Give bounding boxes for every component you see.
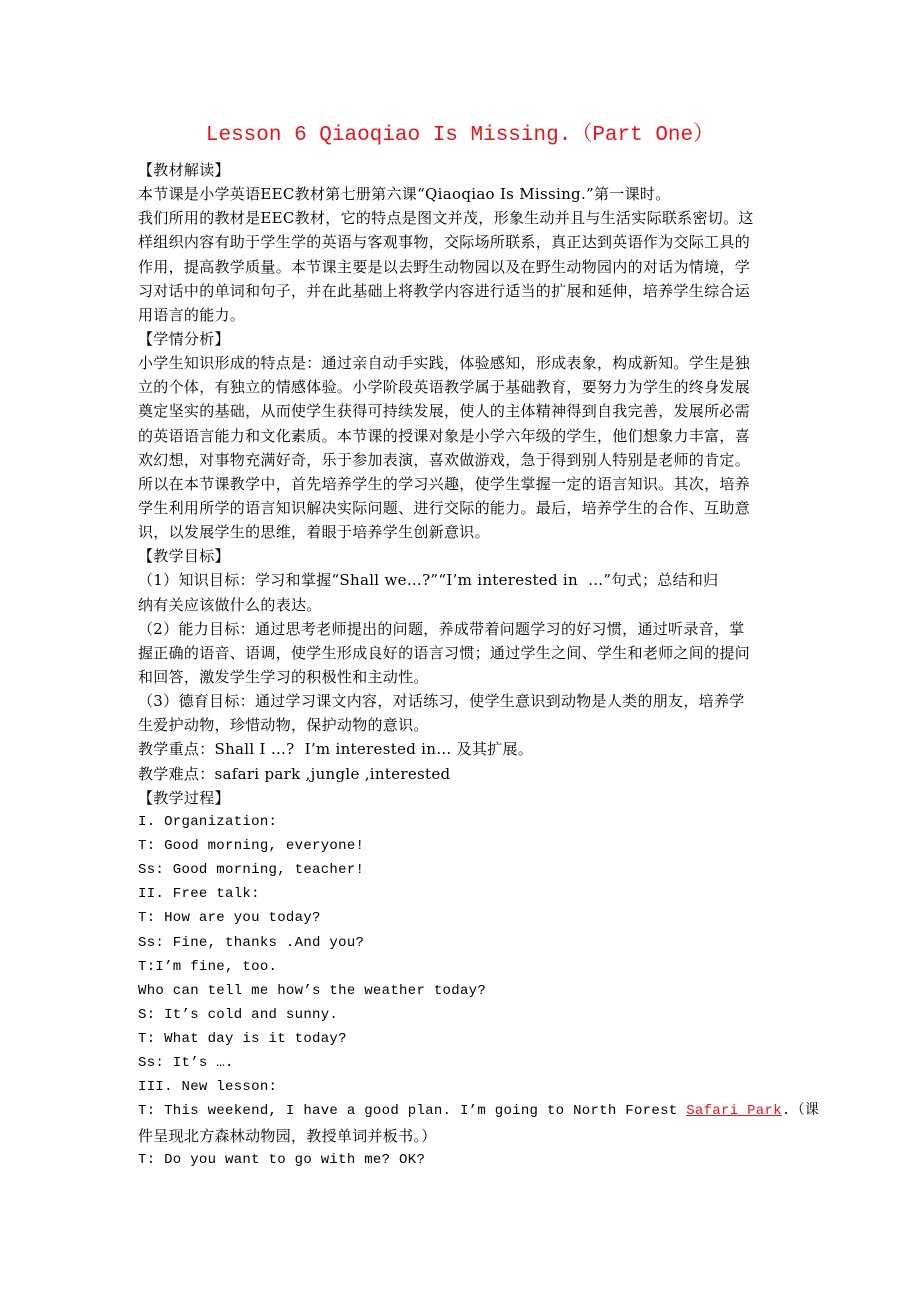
section-heading: 【教材解读】 <box>138 161 230 179</box>
text-line: （1）知识目标：学习和掌握“Shall we…?”“I’m interested in …”句式；总结和归 <box>138 571 719 590</box>
text-line: （2）能力目标：通过思考老师提出的问题，养成带着问题学习的好习惯，通过听录音，掌 <box>138 619 745 638</box>
text-line: 的英语语言能力和文化素质。本节课的授课对象是小学六年级的学生，他们想象力丰富，喜 <box>138 426 751 445</box>
section-heading: 【教学目标】 <box>138 547 230 566</box>
text-line: S: It’s cold and sunny. <box>138 1006 339 1023</box>
text-line: 识，以发展学生的思维，着眼于培养学生创新意识。 <box>138 523 490 542</box>
text-line: T: Good morning, everyone! <box>138 837 365 854</box>
text-line: 所以在本节课教学中，首先培养学生的学习兴趣，使学生掌握一定的语言知识。其次，培养 <box>138 474 751 493</box>
text-line: 作用，提高教学质量。本节课主要是以去野生动物园以及在野生动物园内的对话为情境，学 <box>138 257 751 276</box>
text-line: 教学难点：safari park ,jungle ,interested <box>138 764 451 783</box>
text-line: 我们所用的教材是EEC教材，它的特点是图文并茂，形象生动并且与生活实际联系密切。这 <box>138 209 754 228</box>
text-line: 纳有关应该做什么的表达。 <box>138 595 322 614</box>
text-line: T:I’m fine, too. <box>138 958 278 975</box>
text-line: 教学重点：Shall I …? I’m interested in… 及其扩展。 <box>138 740 534 759</box>
text-line: 欢幻想，对事物充满好奇，乐于参加表演，喜欢做游戏，急于得到别人特别是老师的肯定。 <box>138 450 751 469</box>
text-line: Ss: Fine, thanks .And you? <box>138 934 365 951</box>
text-line: III. New lesson: <box>138 1079 278 1096</box>
document-body <box>138 158 820 1172</box>
text-line: T: How are you today? <box>138 910 321 927</box>
text-line: T: Do you want to go with me? OK? <box>138 1151 426 1168</box>
text-line: 习对话中的单词和句子，并在此基础上将教学内容进行适当的扩展和延伸，培养学生综合运 <box>138 281 751 300</box>
text-line: T: What day is it today? <box>138 1031 347 1048</box>
text-segment: T: This weekend, I have a good plan. I’m going to North Forest <box>138 1103 687 1120</box>
section-heading: 【教学过程】 <box>138 788 230 807</box>
safari-park-link[interactable]: Safari Park <box>686 1103 782 1120</box>
text-line: Who can tell me how’s the weather today? <box>138 982 487 999</box>
section-heading: 【学情分析】 <box>138 329 230 348</box>
text-line: Ss: It’s …. <box>138 1055 234 1072</box>
text-segment: .（课 <box>781 1103 820 1120</box>
text-line: 立的个体，有独立的情感体验。小学阶段英语教学属于基础教育，要努力为学生的终身发展 <box>138 378 751 397</box>
text-line: 件呈现北方森林动物园，教授单词并板书。） <box>138 1126 437 1145</box>
text-line: 本节课是小学英语EEC教材第七册第六课“Qiaoqiao Is Missing.”第一课时。 <box>138 185 671 204</box>
text-line: （3）德育目标：通过学习课文内容，对话练习，使学生意识到动物是人类的朋友，培养学 <box>138 692 745 711</box>
text-line: 生爱护动物，珍惜动物，保护动物的意识。 <box>138 716 429 735</box>
document-title: Lesson 6 Qiaoqiao Is Missing.（Part One） <box>205 124 715 147</box>
text-line: Ss: Good morning, teacher! <box>138 862 365 879</box>
text-line: 样组织内容有助于学生学的英语与客观事物，交际场所联系，真正达到英语作为交际工具的 <box>138 233 751 252</box>
text-line: 用语言的能力。 <box>138 305 246 324</box>
text-line: II. Free talk: <box>138 886 260 903</box>
text-line: 和回答，激发学生学习的积极性和主动性。 <box>138 667 429 686</box>
text-line: 奠定坚实的基础，从而使学生获得可持续发展，使人的主体精神得到自我完善，发展所必需 <box>138 402 751 421</box>
text-line <box>138 1099 820 1123</box>
text-line: 小学生知识形成的特点是：通过亲自动手实践，体验感知，形成表象，构成新知。学生是独 <box>138 354 751 373</box>
text-line: I. Organization: <box>138 813 278 830</box>
text-line: 握正确的语音、语调，使学生形成良好的语言习惯；通过学生之间、学生和老师之间的提问 <box>138 643 751 662</box>
text-line: 学生利用所学的语言知识解决实际问题、进行交际的能力。最后，培养学生的合作、互助意 <box>138 498 751 517</box>
